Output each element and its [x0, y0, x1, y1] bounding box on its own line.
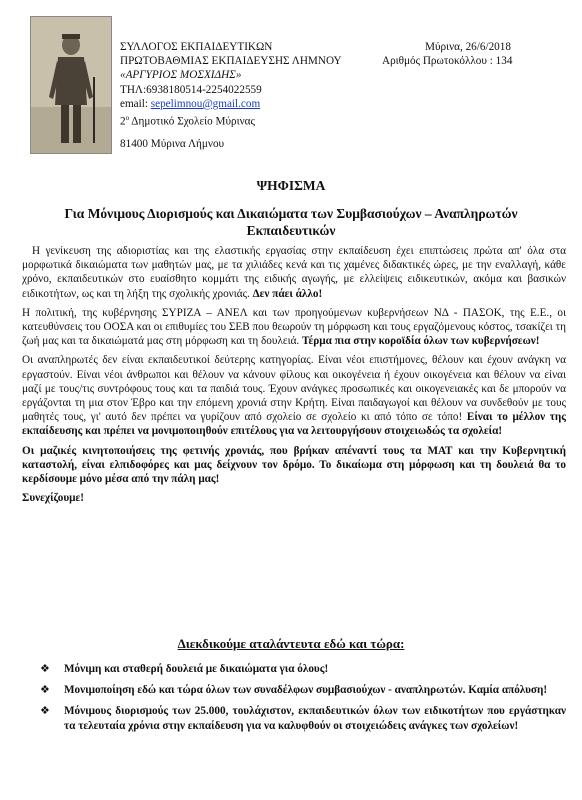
paragraph-3-text: Οι αναπληρωτές δεν είναι εκπαιδευτικοί δεύτερης κατηγορίας. Είναι νέοι επιστήμονες, θέλουν και έχουν ανάγκη να εργαστούν. Είναι νέοι άνθρωποι και θέλουν να κάνουν φίλους και οικογένεια ή έχουν οικογένεια και θέλουν να είναι μαζί με τους/τις συντρόφους τους και τα παιδιά τους. Έχουν ανάγκες προσωπικές και οικογενειακές και δε μπορούν να εργάζονται τη μια στον Έβρο και την επόμενη χρονιά στην Κρήτη. Είναι παιδαγωγοί και θέλουν να συνδεθούν με τους μαθητές τους, γι' αυτό δεν πρέπει να γυρίζουν από σχολείο σε σχολείο κι από τόπο σε τόπο!	[22, 354, 566, 424]
claim-text: Μονιμοποίηση εδώ και τώρα όλων των συναδέλφων συμβασιούχων - αναπληρωτών. Καμία απόλυση!	[64, 684, 548, 697]
claim-item	[40, 683, 566, 697]
claim-text: Μόνιμη και σταθερή δουλειά με δικαιώματα για όλους!	[64, 663, 329, 675]
email-line	[120, 97, 342, 111]
date-protocol-block	[382, 40, 512, 68]
paragraph-5	[22, 491, 566, 505]
claims-list	[40, 662, 566, 740]
school-address	[120, 111, 342, 129]
claims-heading: Διεκδικούμε αταλάντευτα εδώ και τώρα:	[177, 636, 405, 651]
resolution-body	[22, 244, 566, 510]
association-honorific: «ΑΡΓΥΡΙΟΣ ΜΟΣΧΙΔΗΣ»	[120, 69, 242, 82]
association-header	[120, 40, 342, 151]
paragraph-4-emphasis: Οι μαζικές κινητοποιήσεις της φετινής χρονιάς, που βρήκαν απέναντί τους τα ΜΑΤ και την Κυβερνητική καταστολή, είναι ελπιδοφόρες και μας δείχνουν τον δρόμο. Το δικαίωμα στη μόρφωση και τη δουλειά θα το κερδίσουμε μόνο μέσα από την πάλη μας!	[22, 444, 566, 486]
association-level: ΠΡΩΤΟΒΑΘΜΙΑΣ ΕΚΠΑΙΔΕΥΣΗΣ ΛΗΜΝΟΥ	[120, 55, 342, 68]
school-number: 2	[120, 115, 126, 128]
email-link[interactable]: sepelimnou@gmail.com	[150, 97, 261, 110]
claim-text: Μόνιμους διορισμούς των 25.000, τουλάχιστον, εκπαιδευτικών όλων των ειδικοτήτων που εργάστηκαν τα τελευταία χρόνια στην εκπαίδευση για να καλυφθούν οι στοιχειώδεις ανάγκες των σχολείων!	[64, 705, 566, 732]
diamond-bullet-icon: ❖	[40, 662, 50, 675]
paragraph-2-text: Η πολιτική, της κυβέρνησης ΣΥΡΙΖΑ – ΑΝΕΛ και των προηγούμενων κυβερνήσεων ΝΔ - ΠΑΣΟΚ, της Ε.Ε., οι κατευθύνσεις του ΟΟΣΑ και οι επιθυμίες του ΣΕΒ που θεωρούν τη μόρφωση και τους εργαζόμενους κόστος, τσακίζει τη ζωή μας και τα δικαιώματά μας στη μόρφωση και τη δουλειά.	[22, 306, 566, 348]
diamond-bullet-icon: ❖	[40, 704, 50, 718]
postal-address: 81400 Μύρινα Λήμνου	[120, 137, 225, 150]
diamond-bullet-icon: ❖	[40, 683, 50, 697]
school-name: Δημοτικό Σχολείο Μύρινας	[129, 115, 255, 128]
claim-item	[40, 704, 566, 732]
email-label: email:	[120, 97, 148, 110]
paragraph-4	[22, 444, 566, 487]
protocol-number: Αριθμός Πρωτοκόλλου : 134	[382, 55, 513, 68]
place-date: Μύρινα, 26/6/2018	[425, 41, 511, 53]
school-ordinal: ο	[125, 114, 130, 123]
paragraph-3	[22, 353, 566, 438]
association-name: ΣΥΛΛΟΓΟΣ ΕΚΠΑΙΔΕΥΤΙΚΩΝ	[120, 41, 273, 53]
association-phone: ΤΗΛ:6938180514-2254022559	[120, 83, 262, 96]
paragraph-2	[22, 306, 566, 349]
paragraph-1	[22, 244, 566, 301]
document-subtitle: Για Μόνιμους Διορισμούς και Δικαιώματα των Συμβασιούχων – Αναπληρωτών Εκπαιδευτικών	[64, 206, 518, 238]
paragraph-1-emphasis: Δεν πάει άλλο!	[252, 287, 323, 300]
claim-item	[40, 662, 566, 676]
founder-portrait-photo	[30, 16, 112, 154]
paragraph-5-emphasis: Συνεχίζουμε!	[22, 492, 85, 505]
paragraph-1-text: Η γενίκευση της αδιοριστίας και της ελαστικής εργασίας στην εκπαίδευση έχει επιπτώσεις πρώτα απ' όλα στα μορφωτικά δικαιώματα των μαθητών μας, με τα χιλιάδες κενά και τις χαμένες διδακτικές ώρες, με την εναλλαγή, κάθε χρόνο, εκπαιδευτικών στο ευαίσθητο κομμάτι της ειδικής αγωγής, με ελλείψεις ειδικευτικών, ακόμα και βασικών ειδικοτήτων, ως και τη λήξη της σχολικής χρονιάς.	[22, 245, 566, 300]
paragraph-3-emphasis: Είναι το μέλλον της εκπαίδευσης και πρέπει να μονιμοποιηθούν επιτέλους για να λειτουργήσουν στοιχειωδώς τα σχολεία!	[22, 411, 567, 438]
document-title: ΨΗΦΙΣΜΑ	[256, 178, 326, 193]
paragraph-2-emphasis: Τέρμα πια στην κοροϊδία όλων των κυβερνήσεων!	[302, 335, 540, 348]
